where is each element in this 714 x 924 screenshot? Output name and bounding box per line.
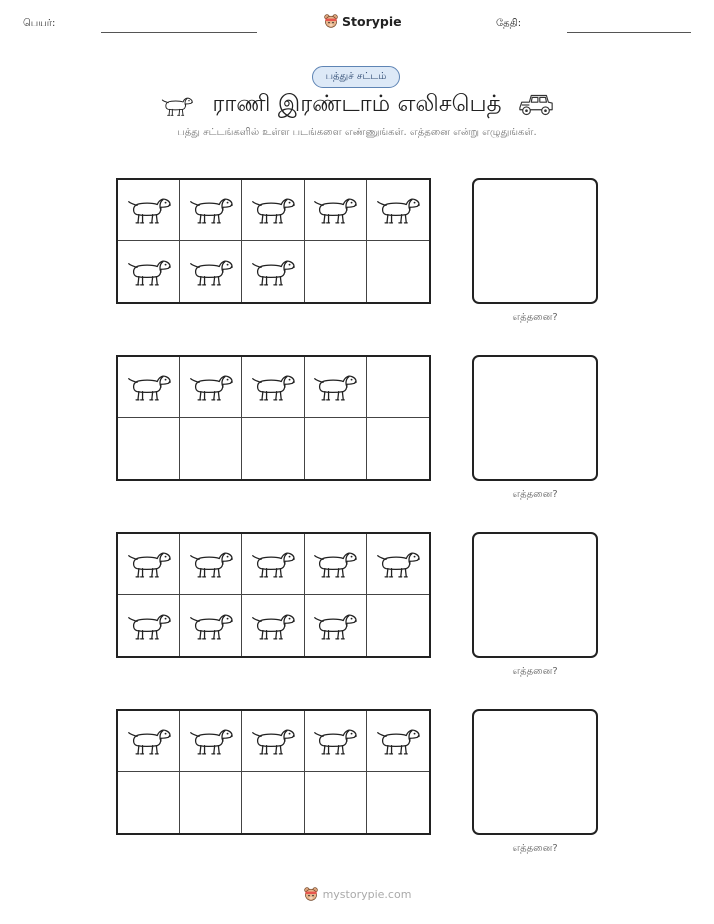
- ten-frame-cell: [367, 595, 429, 656]
- dachshund-icon: [188, 255, 234, 289]
- ten-frame-cell: [367, 534, 429, 595]
- ten-frame: [116, 355, 431, 481]
- storypie-logo: [323, 13, 402, 29]
- ten-frame-cell: [242, 241, 304, 302]
- dachshund-icon: [250, 193, 296, 227]
- ten-frame-cell: [118, 180, 180, 241]
- ten-frame-cell: [305, 418, 367, 479]
- ten-frame-cell: [180, 180, 242, 241]
- dachshund-icon: [375, 724, 421, 758]
- dachshund-icon: [312, 609, 358, 643]
- dachshund-icon: [312, 370, 358, 404]
- dachshund-icon: [126, 609, 172, 643]
- dachshund-icon: [126, 370, 172, 404]
- storypie-logo-icon: [323, 13, 339, 29]
- dachshund-icon: [375, 193, 421, 227]
- storypie-logo-icon: [303, 886, 319, 902]
- ten-frame: [116, 178, 431, 304]
- ten-frame: [116, 709, 431, 835]
- logo-text: Storypie: [342, 13, 402, 29]
- ten-frame-cell: [305, 534, 367, 595]
- ten-frame-cell: [118, 711, 180, 772]
- question-label: எத்தனை?: [512, 312, 558, 323]
- answer-box[interactable]: [472, 709, 598, 835]
- worksheet-tag: பத்துச் சட்டம்: [312, 66, 400, 88]
- answer-box[interactable]: [472, 355, 598, 481]
- dachshund-icon: [126, 547, 172, 581]
- dachshund-icon: [188, 370, 234, 404]
- ten-frame-cell: [180, 418, 242, 479]
- dachshund-icon: [126, 255, 172, 289]
- name-field-line[interactable]: [101, 32, 257, 33]
- ten-frame-cell: [367, 241, 429, 302]
- dachshund-icon: [188, 609, 234, 643]
- ten-frame-cell: [180, 534, 242, 595]
- dachshund-icon: [312, 547, 358, 581]
- ten-frame-cell: [118, 534, 180, 595]
- dachshund-icon: [250, 255, 296, 289]
- ten-frame-cell: [118, 241, 180, 302]
- ten-frame-cell: [305, 711, 367, 772]
- worksheet-title: ராணி இரண்டாம் எலிசபெத்: [212, 91, 502, 117]
- dachshund-icon: [375, 547, 421, 581]
- instruction-text: பத்து சட்டங்களில் உள்ள படங்களை எண்ணுங்கள். எத்தனை என்று எழுதுங்கள்.: [177, 127, 537, 138]
- ten-frame-cell: [180, 772, 242, 833]
- ten-frame-cell: [242, 534, 304, 595]
- dachshund-icon: [312, 724, 358, 758]
- dachshund-icon: [250, 609, 296, 643]
- footer-text: mystorypie.com: [322, 887, 412, 901]
- ten-frame-cell: [118, 357, 180, 418]
- dachshund-icon: [250, 724, 296, 758]
- dachshund-icon: [188, 193, 234, 227]
- dachshund-icon: [312, 193, 358, 227]
- dachshund-icon: [126, 724, 172, 758]
- ten-frame-cell: [305, 357, 367, 418]
- answer-box[interactable]: [472, 532, 598, 658]
- ten-frame-cell: [180, 241, 242, 302]
- dachshund-icon: [250, 547, 296, 581]
- ten-frame: [116, 532, 431, 658]
- ten-frame-cell: [367, 772, 429, 833]
- question-label: எத்தனை?: [512, 489, 558, 500]
- ten-frame-cell: [242, 357, 304, 418]
- dachshund-icon: [188, 547, 234, 581]
- footer: [0, 886, 714, 902]
- answer-box[interactable]: [472, 178, 598, 304]
- ten-frame-cell: [305, 772, 367, 833]
- vintage-car-icon: [517, 91, 555, 119]
- ten-frame-cell: [242, 418, 304, 479]
- ten-frame-cell: [367, 711, 429, 772]
- ten-frame-cell: [242, 711, 304, 772]
- dachshund-icon: [250, 370, 296, 404]
- date-field-line[interactable]: [567, 32, 691, 33]
- question-label: எத்தனை?: [512, 843, 558, 854]
- ten-frame-cell: [305, 241, 367, 302]
- dachshund-icon: [188, 724, 234, 758]
- ten-frame-cell: [367, 180, 429, 241]
- ten-frame-cell: [180, 711, 242, 772]
- ten-frame-cell: [305, 180, 367, 241]
- ten-frame-cell: [242, 595, 304, 656]
- dachshund-icon: [126, 193, 172, 227]
- ten-frame-cell: [242, 772, 304, 833]
- ten-frame-cell: [118, 418, 180, 479]
- ten-frame-cell: [118, 595, 180, 656]
- ten-frame-cell: [118, 772, 180, 833]
- date-label: தேதி:: [496, 18, 522, 29]
- ten-frame-cell: [180, 595, 242, 656]
- ten-frame-cell: [180, 357, 242, 418]
- ten-frame-cell: [367, 418, 429, 479]
- ten-frame-cell: [305, 595, 367, 656]
- ten-frame-cell: [242, 180, 304, 241]
- ten-frame-cell: [367, 357, 429, 418]
- question-label: எத்தனை?: [512, 666, 558, 677]
- name-label: பெயர்:: [23, 18, 56, 29]
